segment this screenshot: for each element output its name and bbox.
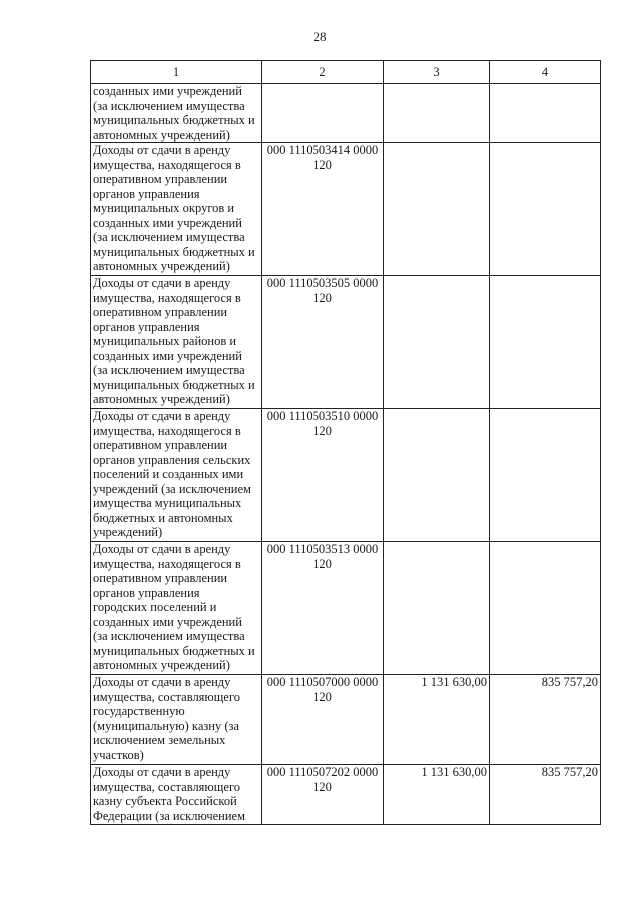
column-header: 4 xyxy=(490,61,601,84)
row-value-col3: 1 131 630,00 xyxy=(384,675,490,765)
row-value-col3 xyxy=(384,84,490,143)
row-value-col3 xyxy=(384,276,490,409)
table-header-row xyxy=(91,61,601,84)
table-row xyxy=(91,765,601,825)
row-code: 000 1110507000 0000 120 xyxy=(262,675,384,765)
table-row xyxy=(91,409,601,542)
table-row xyxy=(91,143,601,276)
row-value-col4: 835 757,20 xyxy=(490,675,601,765)
table-row xyxy=(91,276,601,409)
table-row xyxy=(91,675,601,765)
row-value-col4 xyxy=(490,276,601,409)
revenue-table xyxy=(90,60,601,825)
column-header: 3 xyxy=(384,61,490,84)
row-value-col3 xyxy=(384,542,490,675)
column-header: 2 xyxy=(262,61,384,84)
row-description: созданных ими учреждений (за исключением имущества муниципальных бюджетных и автономных учреждений) xyxy=(91,84,262,143)
row-code: 000 1110503510 0000 120 xyxy=(262,409,384,542)
row-description: Доходы от сдачи в аренду имущества, составляющего государственную (муниципальную) казну (за исключением земельных участков) xyxy=(91,675,262,765)
row-description: Доходы от сдачи в аренду имущества, находящегося в оперативном управлении органов управления сельских поселений и созданных ими учреждений (за исключением имущества муниципальных бюджетных и автономных учреждений) xyxy=(91,409,262,542)
row-code: 000 1110503505 0000 120 xyxy=(262,276,384,409)
row-description: Доходы от сдачи в аренду имущества, составляющего казну субъекта Российской Федерации (за исключением xyxy=(91,765,262,825)
row-value-col4: 835 757,20 xyxy=(490,765,601,825)
row-code: 000 1110503414 0000 120 xyxy=(262,143,384,276)
row-value-col4 xyxy=(490,143,601,276)
row-code xyxy=(262,84,384,143)
row-code: 000 1110503513 0000 120 xyxy=(262,542,384,675)
row-description: Доходы от сдачи в аренду имущества, находящегося в оперативном управлении органов управления муниципальных районов и созданных ими учреждений (за исключением имущества муниципальных бюджетных и автономных учреждений) xyxy=(91,276,262,409)
page-number: 28 xyxy=(313,29,327,44)
table-row xyxy=(91,542,601,675)
row-value-col4 xyxy=(490,84,601,143)
row-value-col4 xyxy=(490,542,601,675)
row-value-col3 xyxy=(384,143,490,276)
column-header: 1 xyxy=(91,61,262,84)
table-row xyxy=(91,84,601,143)
row-value-col3: 1 131 630,00 xyxy=(384,765,490,825)
row-code: 000 1110507202 0000 120 xyxy=(262,765,384,825)
row-value-col3 xyxy=(384,409,490,542)
row-value-col4 xyxy=(490,409,601,542)
row-description: Доходы от сдачи в аренду имущества, находящегося в оперативном управлении органов управления муниципальных округов и созданных ими учреждений (за исключением имущества муниципальных бюджетных и автономных учреждений) xyxy=(91,143,262,276)
row-description: Доходы от сдачи в аренду имущества, находящегося в оперативном управлении органов управления городских поселений и созданных ими учреждений (за исключением имущества муниципальных бюджетных и автономных учреждений) xyxy=(91,542,262,675)
